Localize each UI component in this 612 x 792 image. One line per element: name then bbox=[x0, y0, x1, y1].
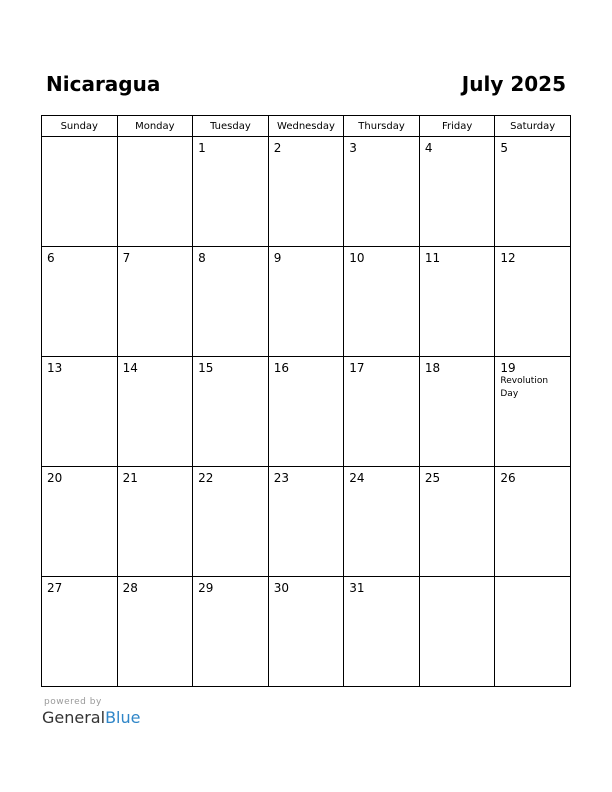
day-cell bbox=[344, 467, 420, 577]
weekday-header: Tuesday bbox=[193, 116, 269, 137]
day-number: 6 bbox=[47, 251, 55, 265]
day-number bbox=[420, 577, 495, 581]
day-number: 31 bbox=[349, 581, 365, 595]
day-cell bbox=[117, 467, 193, 577]
calendar-weeks bbox=[42, 137, 571, 687]
day-number: 28 bbox=[122, 581, 138, 595]
day-cell bbox=[419, 247, 495, 357]
day-cell bbox=[268, 577, 344, 687]
weekday-header: Sunday bbox=[42, 116, 118, 137]
day-cell bbox=[42, 467, 118, 577]
day-number: 7 bbox=[122, 251, 131, 265]
day-number: 16 bbox=[273, 361, 289, 375]
day-cell bbox=[268, 357, 344, 467]
day-cell bbox=[344, 137, 420, 247]
day-cell bbox=[42, 137, 118, 247]
day-number: 25 bbox=[424, 471, 441, 485]
day-number: 9 bbox=[273, 251, 282, 265]
weekday-header-row bbox=[42, 116, 571, 137]
day-cell bbox=[193, 137, 269, 247]
day-cell bbox=[42, 577, 118, 687]
day-cell bbox=[193, 577, 269, 687]
day-cell bbox=[419, 137, 495, 247]
day-number: 18 bbox=[424, 361, 441, 375]
day-cell bbox=[495, 357, 571, 467]
day-number: 10 bbox=[349, 251, 365, 265]
day-cell bbox=[193, 357, 269, 467]
day-number: 27 bbox=[47, 581, 63, 595]
day-number: 12 bbox=[500, 251, 516, 265]
day-cell bbox=[495, 137, 571, 247]
day-cell bbox=[344, 247, 420, 357]
week-row bbox=[42, 467, 571, 577]
weekday-header: Wednesday bbox=[268, 116, 344, 137]
week-row bbox=[42, 357, 571, 467]
week-row bbox=[42, 577, 571, 687]
day-cell bbox=[193, 467, 269, 577]
day-number: 1 bbox=[198, 141, 206, 155]
day-cell bbox=[419, 357, 495, 467]
day-cell bbox=[495, 247, 571, 357]
day-cell bbox=[344, 357, 420, 467]
day-cell bbox=[117, 577, 193, 687]
day-number: 20 bbox=[47, 471, 63, 485]
day-number: 30 bbox=[273, 581, 289, 595]
day-number bbox=[118, 137, 193, 141]
day-number: 3 bbox=[349, 141, 357, 155]
day-cell bbox=[42, 357, 118, 467]
day-cell bbox=[495, 467, 571, 577]
weekday-header: Monday bbox=[117, 116, 193, 137]
day-cell bbox=[268, 137, 344, 247]
week-row bbox=[42, 137, 571, 247]
day-number: 26 bbox=[500, 471, 516, 485]
calendar-grid bbox=[41, 115, 571, 687]
day-number: 23 bbox=[273, 471, 289, 485]
brand-name-part1: General bbox=[42, 708, 106, 727]
day-cell bbox=[117, 137, 193, 247]
day-cell bbox=[344, 577, 420, 687]
day-cell bbox=[117, 247, 193, 357]
day-number bbox=[42, 137, 117, 141]
day-cell bbox=[268, 467, 344, 577]
day-number: 14 bbox=[122, 361, 138, 375]
day-cell bbox=[268, 247, 344, 357]
day-cell bbox=[419, 467, 495, 577]
day-number: 24 bbox=[349, 471, 365, 485]
weekday-header: Friday bbox=[419, 116, 495, 137]
day-number: 21 bbox=[122, 471, 138, 485]
day-cell bbox=[193, 247, 269, 357]
day-number: 29 bbox=[198, 581, 214, 595]
day-cell bbox=[117, 357, 193, 467]
calendar-month-title: July 2025 bbox=[461, 72, 566, 96]
generalblue-logo[interactable] bbox=[42, 708, 140, 728]
day-number: 22 bbox=[198, 471, 214, 485]
day-cell bbox=[495, 577, 571, 687]
day-cell bbox=[42, 247, 118, 357]
brand-name-part2: Blue bbox=[105, 708, 141, 727]
day-cell bbox=[419, 577, 495, 687]
day-number: 4 bbox=[424, 141, 433, 155]
week-row bbox=[42, 247, 571, 357]
day-number: 2 bbox=[273, 141, 282, 155]
holiday-label: Revolution Day bbox=[500, 376, 549, 399]
weekday-header: Thursday bbox=[344, 116, 420, 137]
calendar-country-title: Nicaragua bbox=[46, 72, 161, 96]
day-number: 17 bbox=[349, 361, 365, 375]
day-number: 11 bbox=[424, 251, 441, 265]
day-number: 19 bbox=[500, 361, 516, 375]
weekday-header: Saturday bbox=[495, 116, 571, 137]
day-number: 13 bbox=[47, 361, 63, 375]
day-number bbox=[495, 577, 570, 581]
day-number: 5 bbox=[500, 141, 509, 155]
day-number: 15 bbox=[198, 361, 214, 375]
powered-by-label: powered by bbox=[44, 697, 102, 707]
day-number: 8 bbox=[198, 251, 206, 265]
